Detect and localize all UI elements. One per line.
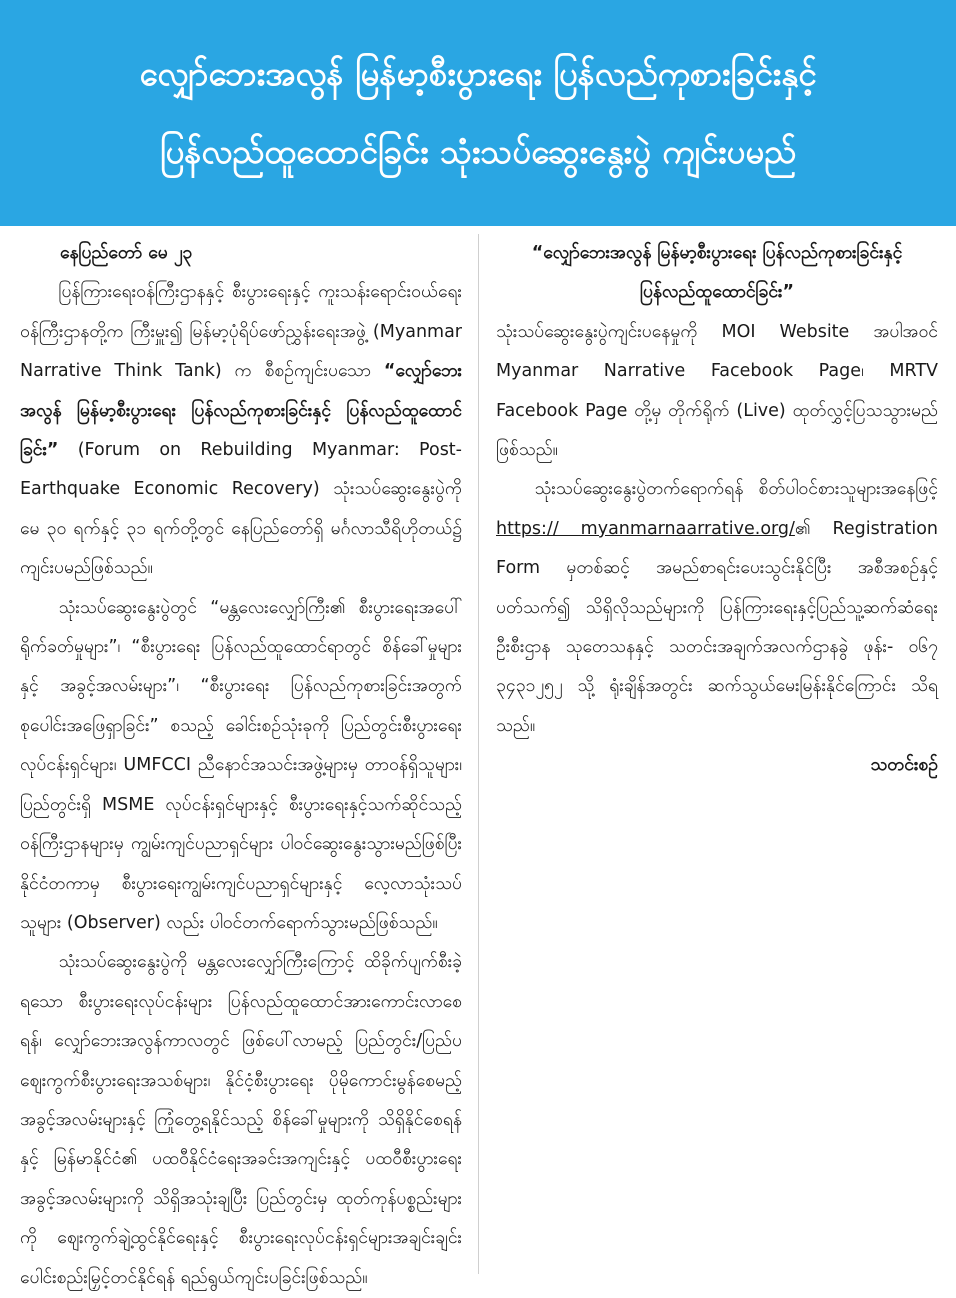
paragraph-1 (20, 273, 462, 588)
registration-link[interactable]: https:// myanmarnaarrative.org/ (496, 518, 795, 539)
paragraph-5-text: သုံးသပ်ဆွေးနွေးပွဲတက်ရောက်ရန် စိတ်ပါဝင်စားသူများအနေဖြင့် (534, 479, 938, 500)
signature: သတင်းစဉ် (870, 755, 938, 776)
forum-title: “လျှော်ဘေးအလွန် မြန်မာ့စီးပွားရေး ပြန်လည်ကုစားခြင်းနှင့် ပြန်လည်ထူထောင်ခြင်း” (20, 361, 462, 461)
dateline: နေပြည်တော် မေ ၂၃ (60, 243, 193, 263)
paragraph-3-start: သုံးသပ်ဆွေးနွေးပွဲကို မန္တလေးလျှော်ကြီးကြောင့် ထိခိုက်ပျက်စီးခဲ့ရသော စီးပွားရေးလုပ်ငန်းများ ပြန်လည်ထူထောင်အားကောင်းလာစေရန်၊ လျှော်ဘေးအလွန်ကာလတွင် ဖြစ်ပေါ်လာမည့် ပြည်တွင်း/ပြည်ပ ဈေးကွက်စီးပွားရေးအသစ်များ၊ နိုင်ငံ့စီးပွားရေး ပိုမိုကောင်းမွန်စေမည့် အခွင့်အလမ်းများနှင့် ကြုံတွေ့ရနိုင်သည့် စိန်ခေါ်မှုများကို သိရှိနိုင်စေရန်နှင့် မြန်မာနိုင်ငံ၏ ပထဝီနိုင်ငံရေးအခင်းအကျင်းနှင့် ပထဝီစီးပွားရေးအခွင့်အလမ်းများကို သိရှိအသုံးချပြီး ပြည်တွင်းမှ ထုတ်ကုန်ပစ္စည်းများကို ဈေးကွက်ချဲ့ထွင်နိုင်ရေးနှင့် စီးပွားရေးလုပ်ငန်းရှင်များအချင်းချင်း ပေါင်းစည်းမြှင့်တင်နိုင်ရန် ရည်ရွယ်ကျင်းပခြင်းဖြစ်သည်။ (20, 952, 462, 1288)
article-body (0, 226, 956, 1288)
headline-line-1: လျှော်ဘေးအလွန် မြန်မာ့စီးပွားရေး ပြန်လည်ကုစားခြင်းနှင့် (139, 54, 817, 93)
paragraph-4: သုံးသပ်ဆွေးနွေးပွဲကျင်းပနေမှုကို MOI Website အပါအဝင် Myanmar Narrative Facebook Page၊ MRTV Facebook Page တို့မှ တိုက်ရိုက် (Live) ထုတ်လွှင့်ပြသသွားမည်ဖြစ်သည်။ (496, 321, 938, 461)
paragraph-1-text: ပြန်ကြားရေးဝန်ကြီးဌာနနှင့် စီးပွားရေးနှင့် ကူးသန်းရောင်းဝယ်ရေးဝန်ကြီးဌာနတို့က ကြီးမှူး၍ မြန်မာ့ပုံရိပ်ဖော်ညွှန်းရေးအဖွဲ့ (Myanmar Narrative Think Tank) က စီစဉ်ကျင်းပသော (20, 282, 462, 382)
column-divider (478, 234, 479, 1274)
right-column (496, 234, 938, 1280)
paragraph-1-rest: (Forum on Rebuilding Myanmar: Post-Earthquake Economic Recovery) သုံးသပ်ဆွေးနွေးပွဲကို မေ ၃၀ ရက်နှင့် ၃၁ ရက်တို့တွင် နေပြည်တော်ရှိ မင်္ဂလာသီရိဟိုတယ်၌ ကျင်းပမည်ဖြစ်သည်။ (20, 440, 462, 579)
headline-line-2: ပြန်လည်ထူထောင်ခြင်း သုံးသပ်ဆွေးနွေးပွဲ ကျင်းပမည် (159, 132, 797, 171)
paragraph-2: သုံးသပ်ဆွေးနွေးပွဲတွင် “မန္တလေးလျှော်ကြီး၏ စီးပွားရေးအပေါ် ရိုက်ခတ်မှုများ”၊ “စီးပွားရေး ပြန်လည်ထူထောင်ရာတွင် စိန်ခေါ်မှုများနှင့် အခွင့်အလမ်းများ”၊ “စီးပွားရေး ပြန်လည်ကုစားခြင်းအတွက် စုပေါင်းအဖြေရှာခြင်း” စသည့် ခေါင်းစဉ်သုံးခုကို ပြည်တွင်းစီးပွားရေးလုပ်ငန်းရှင်များ၊ UMFCCI ညီနောင်အသင်းအဖွဲ့များမှ တာဝန်ရှိသူများ၊ ပြည်တွင်းရှိ MSME လုပ်ငန်းရှင်များနှင့် စီးပွားရေးနှင့်သက်ဆိုင်သည့် ဝန်ကြီးဌာနများမှ ကျွမ်းကျင်ပညာရှင်များ ပါဝင်ဆွေးနွေးသွားမည်ဖြစ်ပြီး နိုင်ငံတကာမှ စီးပွားရေးကျွမ်းကျင်ပညာရှင်များနှင့် လေ့လာသုံးသပ်သူများ (Observer) လည်း ပါဝင်တက်ရောက်သွားမည်ဖြစ်သည်။ (20, 597, 462, 933)
forum-title-repeat: “လျှော်ဘေးအလွန် မြန်မာ့စီးပွားရေး ပြန်လည်ကုစားခြင်းနှင့် ပြန်လည်ထူထောင်ခြင်း” (531, 243, 903, 303)
headline-banner (0, 0, 956, 226)
paragraph-5 (496, 470, 938, 746)
left-column (20, 234, 462, 1288)
paragraph-5-rest: ၏ Registration Form မှတစ်ဆင့် အမည်စာရင်းပေးသွင်းနိုင်ပြီး အစီအစဉ်နှင့်ပတ်သက်၍ သိရှိလိုသည်များကို ပြန်ကြားရေးနှင့်ပြည်သူ့ဆက်ဆံရေးဦးစီးဌာန သုတေသနနှင့် သတင်းအချက်အလက်ဌာနခွဲ ဖုန်း- ၀၆၇ ၃၄၃၁၂၅၂ သို့ ရုံးချိန်အတွင်း ဆက်သွယ်မေးမြန်းနိုင်ကြောင်း သိရသည်။ (496, 518, 938, 736)
